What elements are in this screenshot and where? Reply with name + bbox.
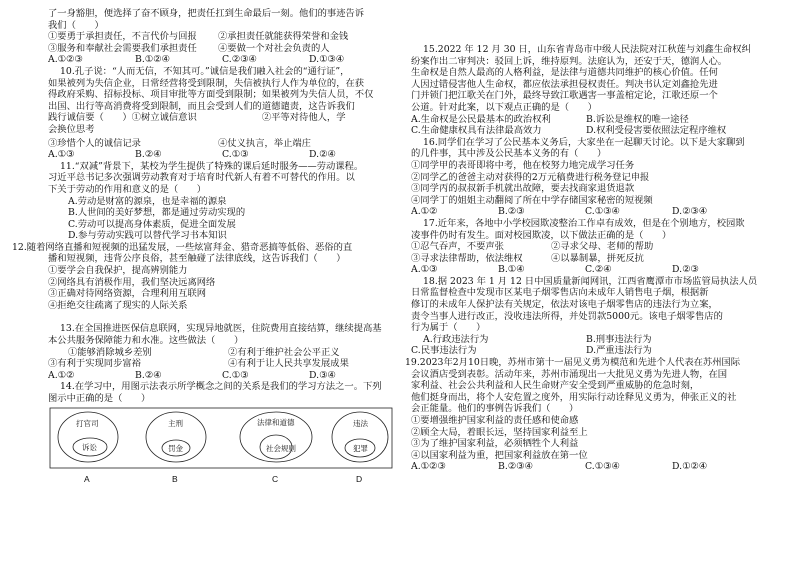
diagram-a-outer-text: 打官司	[76, 418, 99, 428]
q17-answer: A.①③	[411, 264, 438, 276]
q10-answer: B.②④	[135, 149, 162, 161]
diagram-frame	[50, 408, 392, 468]
q15-stem: 公道。针对此案，以下观点正确的是（ ）	[411, 101, 597, 113]
diagram-a-label: A	[84, 473, 90, 484]
q17-option: ③寻求法律帮助，依法维权	[411, 252, 523, 264]
q19-answer: D.①②④	[672, 461, 708, 473]
q16-answer: D.②③④	[672, 206, 708, 218]
q19-answer: A.①②③	[411, 461, 446, 473]
q12-stem: 播和短视频，违背公序良俗，甚至触碰了法律底线，这告诉我们（ ）	[48, 253, 346, 265]
q9-answer: C.②③④	[222, 54, 257, 66]
diagram-c-outer-text: 法律和道德	[257, 417, 295, 427]
q11-stem: 11.“双减”背景下，某校为学生提供了特殊的课后延时服务——劳动课程。	[60, 160, 364, 172]
q9-option: ③服务和奉献社会需要我们承担责任	[48, 42, 197, 54]
q16-answer: A.①②	[411, 206, 438, 218]
q16-option: ②同学乙的爸爸主动对获得的2万元稿费进行税务登记申报	[411, 171, 650, 183]
q10-option: ③珍惜个人的诚信记录	[48, 137, 141, 149]
q16-option: ③同学丙的叔叔新手机就出故障，要去找商家退货退款	[411, 183, 635, 195]
q19-option: ④以国家利益为重，把国家利益放在第一位	[411, 449, 588, 461]
diagram-option-a	[58, 412, 118, 484]
right-column	[405, 44, 761, 473]
q17-answer: D.②③	[672, 264, 699, 276]
q13-answer: A.①②	[48, 369, 75, 381]
diagram-d-label: D	[356, 473, 363, 484]
diagram-b-label: B	[172, 473, 178, 484]
q13-answer: B.②④	[135, 369, 162, 381]
q18-stem: 责令当事人进行改正，没收违法所得，并处罚款5000元。该电子烟零售店的	[411, 310, 723, 322]
q9-answer: D.①③④	[309, 54, 345, 66]
q15-stem: 门并锁门把江歌关在门外，最终导致江歌遇害一事盖棺定论，江歌还原一个	[411, 90, 718, 102]
q17-option: ①忍气吞声，不要声张	[411, 241, 504, 253]
q15-stem: 纷案作出二审判决：驳回上诉，维持原判。法庭认为，还安于天，德润人心。	[411, 55, 728, 67]
q17-option: ②寻求父母、老师的帮助	[551, 241, 654, 253]
q17-answer: C.②④	[585, 264, 612, 276]
diagram-b-inner-text: 罚金	[168, 443, 183, 453]
q10-stem: 10.孔子说：“人而无信，不知其可。”诚信是我们融入社会的“通行证”，	[60, 65, 350, 77]
q11-option: C.劳动可以提高身体素质，促进全面发展	[68, 218, 236, 230]
diagram-d-outer-text: 违法	[353, 418, 368, 428]
q19-stem: 会正能量。他们的事例告诉我们（ ）	[411, 403, 579, 415]
q19-stem: 家利益、社会公共利益和人民生命财产安全受到严重威胁的危急时刻，	[411, 380, 700, 392]
intro-line-2: 我们（ ）	[48, 19, 104, 31]
q19-answer: C.①③④	[585, 461, 620, 473]
q11-option: A.劳动是财富的源泉，也是幸福的源泉	[68, 195, 227, 207]
q13-option: ②有利于维护社会公平正义	[228, 346, 340, 358]
q13-answer: C.①③	[222, 369, 249, 381]
q18-option: A.行政违法行为	[423, 333, 489, 345]
q18-stem: 行为属于（ ）	[411, 322, 486, 334]
q17-stem: 17.近年来，各地中小学校园欺凌整治工作卓有成效，但是在个别地方，校园欺	[423, 217, 745, 229]
q15-option: C.生命健康权具有法律最高效力	[411, 125, 542, 137]
q18-stem: 18.据 2023 年 1 月 12 日中国质量新闻网讯，江西省鹰潭市市场监管局执法人员	[423, 275, 758, 287]
q10-stem: 践行诚信要（ ）①树立诚信意识 ②平等对待他人，学	[48, 112, 346, 124]
q10-answer: D.②④	[309, 149, 336, 161]
diagram-c-label: C	[272, 473, 279, 484]
q11-option: D.参与劳动实践可以替代学习书本知识	[68, 230, 227, 242]
q10-option: ④仗义执言，举止端庄	[218, 137, 311, 149]
q19-option: ②顾全大局，着眼长远，坚持国家利益至上	[411, 426, 588, 438]
q16-option: ④同学丁的姐姐主动翻阅了所在中学存储国家秘密的短视频	[411, 194, 653, 206]
q12-option: ②网络具有消极作用，我们坚决远离网络	[48, 276, 216, 288]
diagram-d-inner-text: 犯罪	[353, 443, 368, 453]
q11-stem: 下关于劳动的作用和意义的是（ ）	[48, 183, 207, 195]
q13-answer: D.③④	[309, 369, 336, 381]
q15-stem: 人因过错侵害他人生命权，都应依法承担侵权责任。判决书认定刘鑫抢先进	[411, 78, 718, 90]
q10-stem: 出国、出行等高消费将受到限制，而且会受到人们的道德谴责，这告诉我们	[48, 100, 355, 112]
q11-stem: 习近平总书记多次强调劳动教育对于培育时代新人有着不可替代的作用。以	[48, 172, 355, 184]
q10-stem: 如果被列为失信企业，日常经营将受到限制，失信被执行人作为单位的，在获	[48, 77, 365, 89]
q18-option: D.严重违法行为	[586, 345, 652, 357]
diagram-option-d	[332, 412, 388, 484]
left-column	[12, 8, 396, 485]
q16-answer: C.①③④	[585, 206, 620, 218]
q16-answer: B.②③	[498, 206, 525, 218]
q15-option: D.权利受侵害要依照法定程序维权	[586, 125, 727, 137]
q18-stem: 修订的未成年人保护法有关规定，依法对该电子烟零售店的违法行为立案，	[411, 299, 718, 311]
diagram-a-inner-text: 诉讼	[82, 442, 97, 452]
q14-stem: 图示中正确的是（ ）	[48, 393, 151, 404]
q16-option: ①同学甲的表哥即将中考，他在校努力地完成学习任务	[411, 159, 635, 171]
q9-option: ①要勇于承担责任，不言代价与回报	[48, 31, 197, 43]
q17-answer: B.①④	[498, 264, 525, 276]
q9-option: ④要做一个对社会负责的人	[218, 42, 330, 54]
q15-stem: 生命权是自然人最高的人格利益，是法律与道德共同维护的核心价值。任何	[411, 67, 718, 79]
q19-option: ①要增强维护国家利益的责任感和使命感	[411, 415, 579, 426]
q18-option: B.刑事违法行为	[586, 333, 652, 345]
q9-answer: B.①②④	[135, 54, 170, 66]
diagram-c-inner-text: 社会规则	[266, 443, 296, 453]
diagram-option-b	[146, 412, 206, 484]
q19-stem: 会议酒店受到表彰。活动年来，苏州市涌现出一大批见义勇为先进人物，在国	[411, 368, 728, 380]
q15-option: A.生命权是公民最基本的政治权利	[411, 113, 551, 125]
diagram-b-outer-text: 主刑	[168, 418, 183, 428]
q13-stem: 13.在全国推进医保信息联网，实现异地就医，住院费用直接结算，继续提高基	[60, 323, 382, 335]
q12-stem: 12.随着网络直播和短视频的迅猛发展，一些炫富拜金、猎奇恶搞等低俗、恶俗的直	[12, 241, 353, 253]
q16-stem: 16.同学们在学习了公民基本义务后，大家坐在一起聊天讨论。以下是大家聊到	[423, 136, 745, 148]
q16-stem: 的几件事，其中涉及公民基本义务的有（ ）	[411, 148, 607, 160]
q15-option: B.诉讼是维权的唯一途径	[586, 113, 689, 125]
q19-stem: 他们挺身而出，将个人安危置之度外，用实际行动诠释见义勇为，伸张正义的社	[411, 391, 737, 403]
q19-option: ③为了维护国家利益，必须牺牲个人利益	[411, 438, 579, 450]
q9-answer: A.①②③	[48, 54, 83, 66]
q12-option: ④拒绝交往疏离了现实的人际关系	[48, 299, 188, 311]
q9-option: ②承担责任就能获得荣誉和金钱	[218, 31, 349, 43]
q10-answer: A.①③	[48, 149, 75, 161]
q12-option: ①要学会自我保护，提高辨别能力	[48, 265, 188, 277]
q13-option: ④有利于让人民共享发展成果	[228, 358, 349, 370]
q13-option: ①能够消除城乡差别	[68, 346, 152, 358]
q19-stem: 19.2023年2月10日晚，苏州市第十一届见义勇为模范和先进个人代表在苏州国际	[405, 357, 741, 369]
q13-stem: 本公共服务保障能力和水准。这些做法（ ）	[48, 335, 244, 347]
q10-stem: 得政府采购、招标投标、项目审批等方面受到限制；如果被列为失信人员，不仅	[48, 89, 374, 101]
q15-stem: 15.2022 年 12 月 30 日，山东省青岛市中级人民法院对江秋莲与刘鑫生命权纠	[423, 44, 751, 55]
q14-diagram	[48, 407, 396, 485]
q14-stem: 14.在学习中，用图示法表示所学概念之间的关系是我们的学习方法之一。下列	[60, 381, 382, 393]
q17-option: ④以暴制暴，拼死反抗	[551, 252, 644, 264]
q17-stem: 凌事件仍时有发生。面对校园欺凌，以下做法正确的是（ ）	[411, 229, 672, 241]
intro-line-1: 了一身豁胆，便选择了奋不顾身，把责任扛到生命最后一刻。他们的事迹告诉	[48, 8, 365, 19]
q10-answer: C.①③	[222, 149, 249, 161]
q19-answer: B.②③④	[498, 461, 533, 473]
q10-stem: 会换位思考	[48, 123, 95, 135]
diagram-option-c	[240, 412, 312, 484]
q13-option: ③有利于实现同步富裕	[48, 358, 141, 370]
q11-option: B.人世间的美好梦想，都是通过劳动实现的	[68, 207, 246, 219]
q18-option: C.民事违法行为	[411, 345, 477, 357]
q18-stem: 日常监督检查中发现市区某电子烟零售店向未成年人销售电子烟，根据新	[411, 287, 709, 299]
q12-option: ③正确对待网络资源，合理利用互联网	[48, 288, 207, 300]
